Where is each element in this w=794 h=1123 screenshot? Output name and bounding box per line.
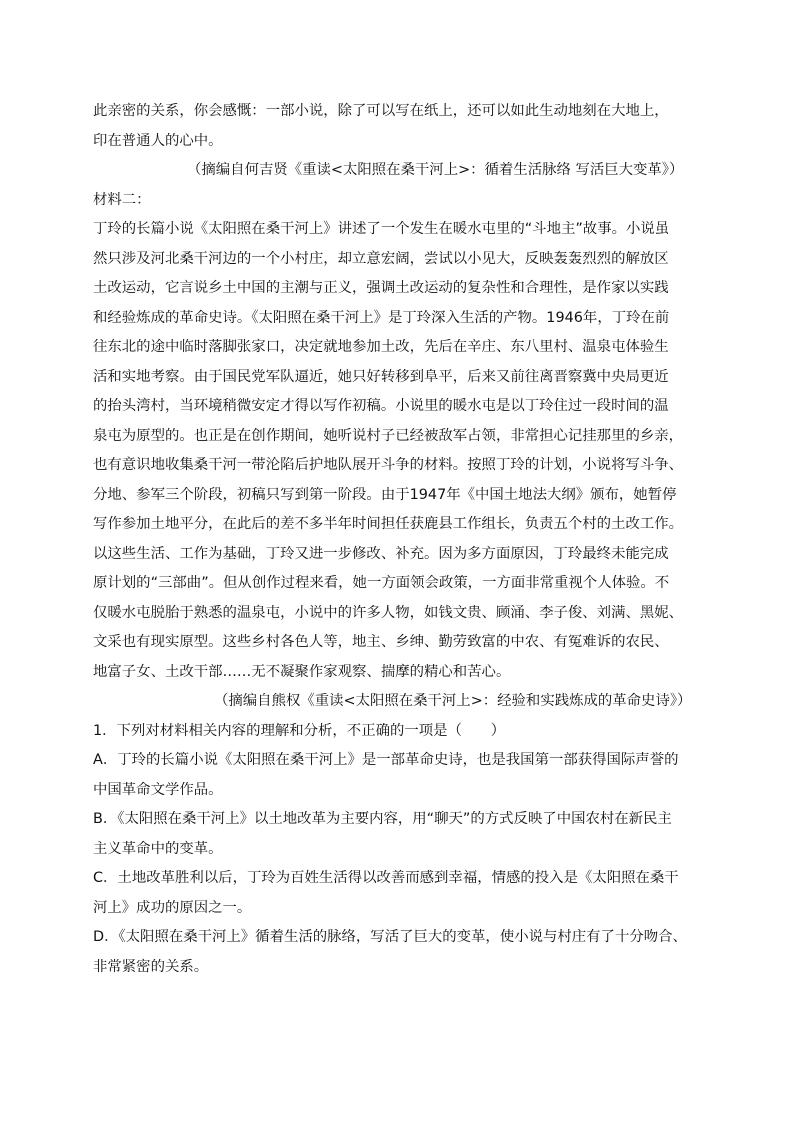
- text-line: 文采也有现实原型。这些乡村各色人等，地主、乡绅、勤劳致富的中农、有冤难诉的农民、: [93, 634, 669, 650]
- option-text-line: 主义革命中的变革。: [93, 840, 223, 857]
- option-text-line: 非常紧密的关系。: [93, 958, 209, 975]
- option-text-line: B．《太阳照在桑干河上》以土地改革为主要内容，用“聊天”的方式反映了中国农村在新民主: [93, 811, 672, 827]
- page-content: [93, 97, 705, 982]
- section-heading: 材料二：: [93, 191, 151, 208]
- option-d: [93, 923, 705, 982]
- source-citation: （摘编自熊权《重读<太阳照在桑干河上>：经验和实践炼成的革命史诗》）: [214, 693, 692, 709]
- text-line: 和经验炼成的革命史诗。《太阳照在桑干河上》是丁玲深入生活的产物。1946年，丁玲在前: [93, 309, 670, 326]
- text-line: 土改运动，它言说乡土中国的主潮与正义，强调土改运动的复杂性和合理性，是作家以实践: [93, 280, 669, 296]
- option-text-line: D．《太阳照在桑干河上》循着生活的脉络，写活了巨大的变革，使小说与村庄有了十分吻合、: [93, 929, 687, 945]
- option-text-line: A．丁玲的长篇小说《太阳照在桑干河上》是一部革命史诗，也是我国第一部获得国际声誉的: [93, 752, 679, 768]
- text-line: 的抬头湾村，当环境稍微安定才得以写作初稿。小说里的暖水屯是以丁玲住过一段时间的温: [93, 398, 669, 414]
- material-one-ending: [93, 97, 705, 186]
- text-line: 也有意识地收集桑干河一带沦陷后护地队展开斗争的材料。按照丁玲的计划，小说将写斗争、: [93, 457, 684, 473]
- option-text-line: 河上》成功的原因之一。: [93, 899, 252, 916]
- text-line: 印在普通人的心中。: [93, 132, 223, 149]
- source-citation: （摘编自何吉贤《重读<太阳照在桑干河上>：循着生活脉络 写活巨大变革》）: [187, 162, 684, 178]
- material-two: [93, 186, 705, 717]
- text-line: 泉屯为原型的。也正是在创作期间，她听说村子已经被敌军占领，非常担心记挂那里的乡亲，: [93, 427, 684, 444]
- text-line: 活和实地考察。由于国民党军队逼近，她只好转移到阜平，后来又前往离晋察冀中央局更近: [93, 368, 669, 385]
- text-line: 仅暖水屯脱胎于熟悉的温泉屯，小说中的许多人物，如钱文贵、顾涌、李子俊、刘满、黑妮、: [93, 604, 684, 621]
- option-c: [93, 864, 705, 923]
- option-text-line: C．土地改革胜利以后，丁玲为百姓生活得以改善而感到幸福，情感的投入是《太阳照在桑干: [93, 870, 679, 886]
- text-line: 写作参加土地平分，在此后的差不多半年时间担任获鹿县工作组长，负责五个村的土改工作。: [93, 516, 684, 532]
- text-line: 丁玲的长篇小说《太阳照在桑干河上》讲述了一个发生在暖水屯里的“斗地主”故事。小说虽: [93, 221, 670, 237]
- question-stem: 1．下列对材料相关内容的理解和分析，不正确的一项是（ ）: [93, 722, 506, 739]
- option-b: [93, 805, 705, 864]
- text-line: 地富子女、土改干部……无不凝聚作家观察、揣摩的精心和苦心。: [93, 663, 511, 680]
- text-line: 分地、参军三个阶段，初稿只写到第一阶段。由于1947年《中国土地法大纲》颁布，她暂停: [93, 486, 677, 503]
- text-line: 原计划的“三部曲”。但从创作过程来看，她一方面领会政策，一方面非常重视个人体验。不: [93, 575, 670, 591]
- question-block: [93, 717, 705, 983]
- text-line: 以这些生活、工作为基础，丁玲又进一步修改、补充。因为多方面原因，丁玲最终未能完成: [93, 545, 669, 562]
- text-line: 然只涉及河北桑干河边的一个小村庄，却立意宏阔，尝试以小见大，反映轰轰烈烈的解放区: [93, 250, 669, 267]
- text-line: 往东北的途中临时落脚张家口，决定就地参加土改，先后在辛庄、东八里村、温泉屯体验生: [93, 339, 669, 355]
- text-line: 此亲密的关系，你会感慨：一部小说，除了可以写在纸上，还可以如此生动地刻在大地上，: [93, 103, 669, 119]
- option-a: [93, 746, 705, 805]
- option-text-line: 中国革命文学作品。: [93, 781, 223, 798]
